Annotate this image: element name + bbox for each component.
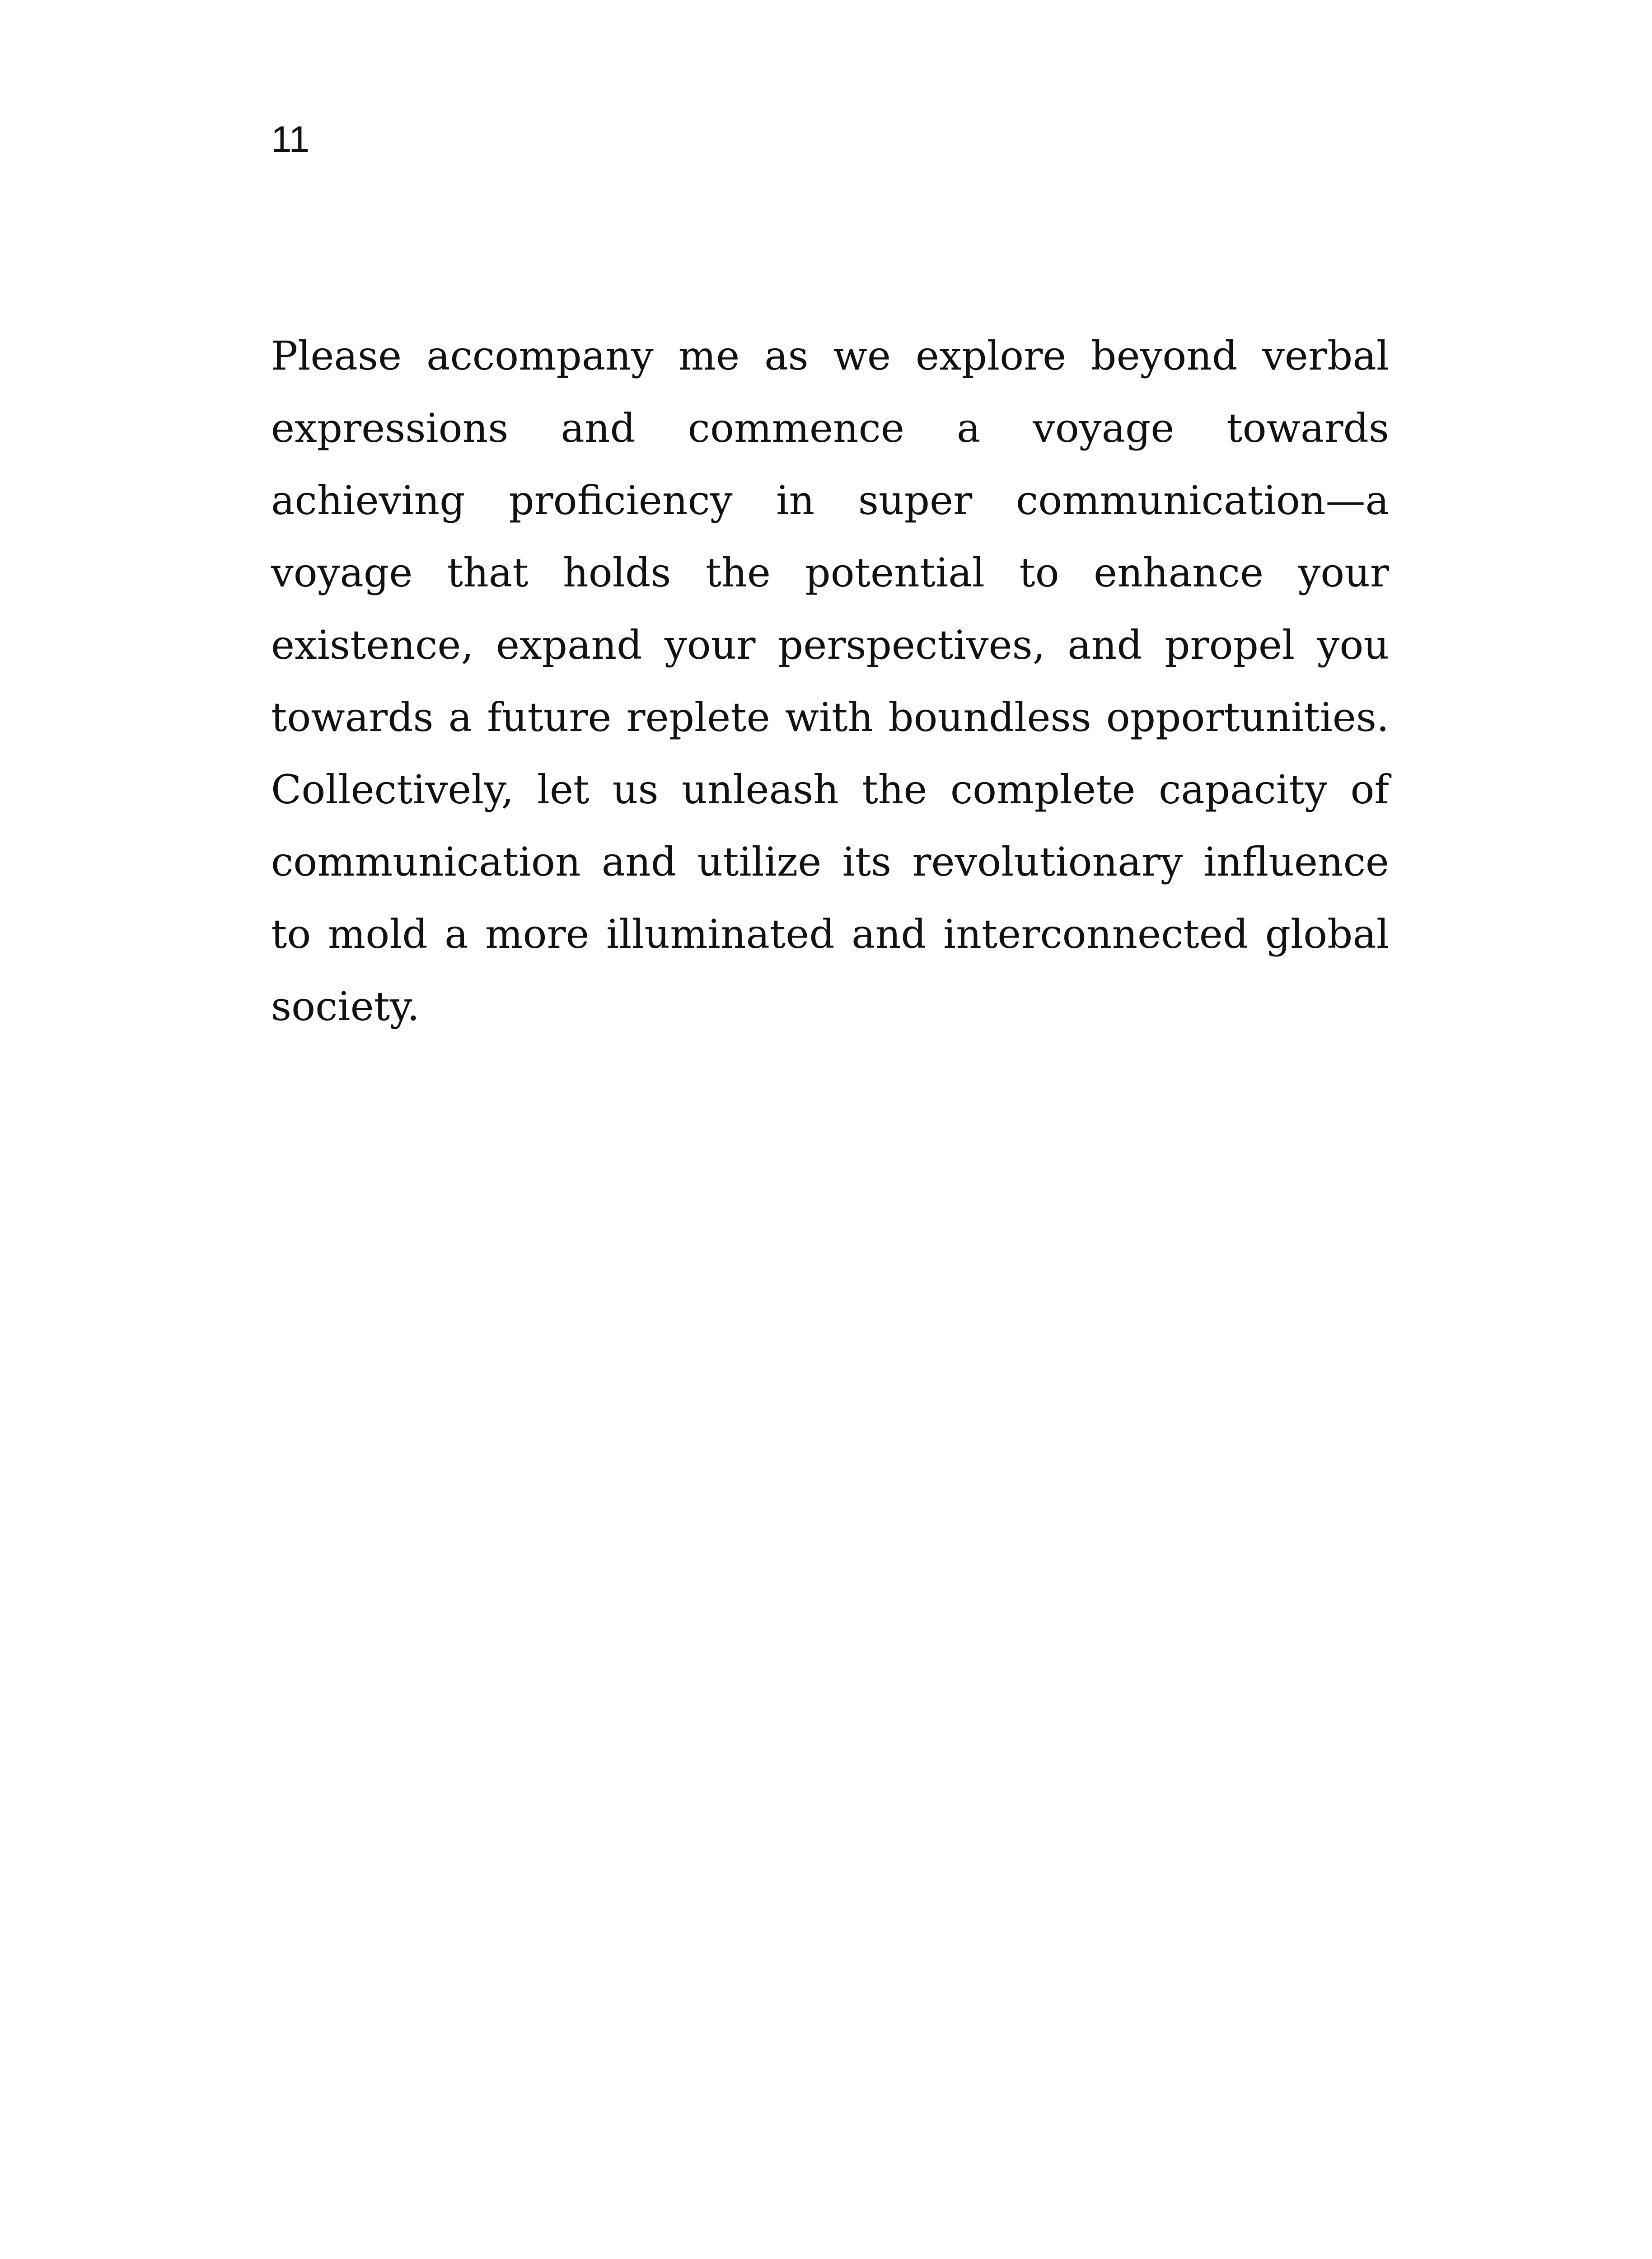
body-paragraph: Please accompany me as we explore beyond verbal expressions and commence a voyage towards achieving proficiency in super communication—a voyage that holds the potential to enhance your existence, expand your perspectives, and propel you towards a future replete with boundless opportunities. Collectively, let us unleash the complete capacity of communication and utilize its revolutionary influence to mold a more illuminated and interconnected global society. <box>271 333 1389 1030</box>
page-number: 11 <box>271 119 310 160</box>
